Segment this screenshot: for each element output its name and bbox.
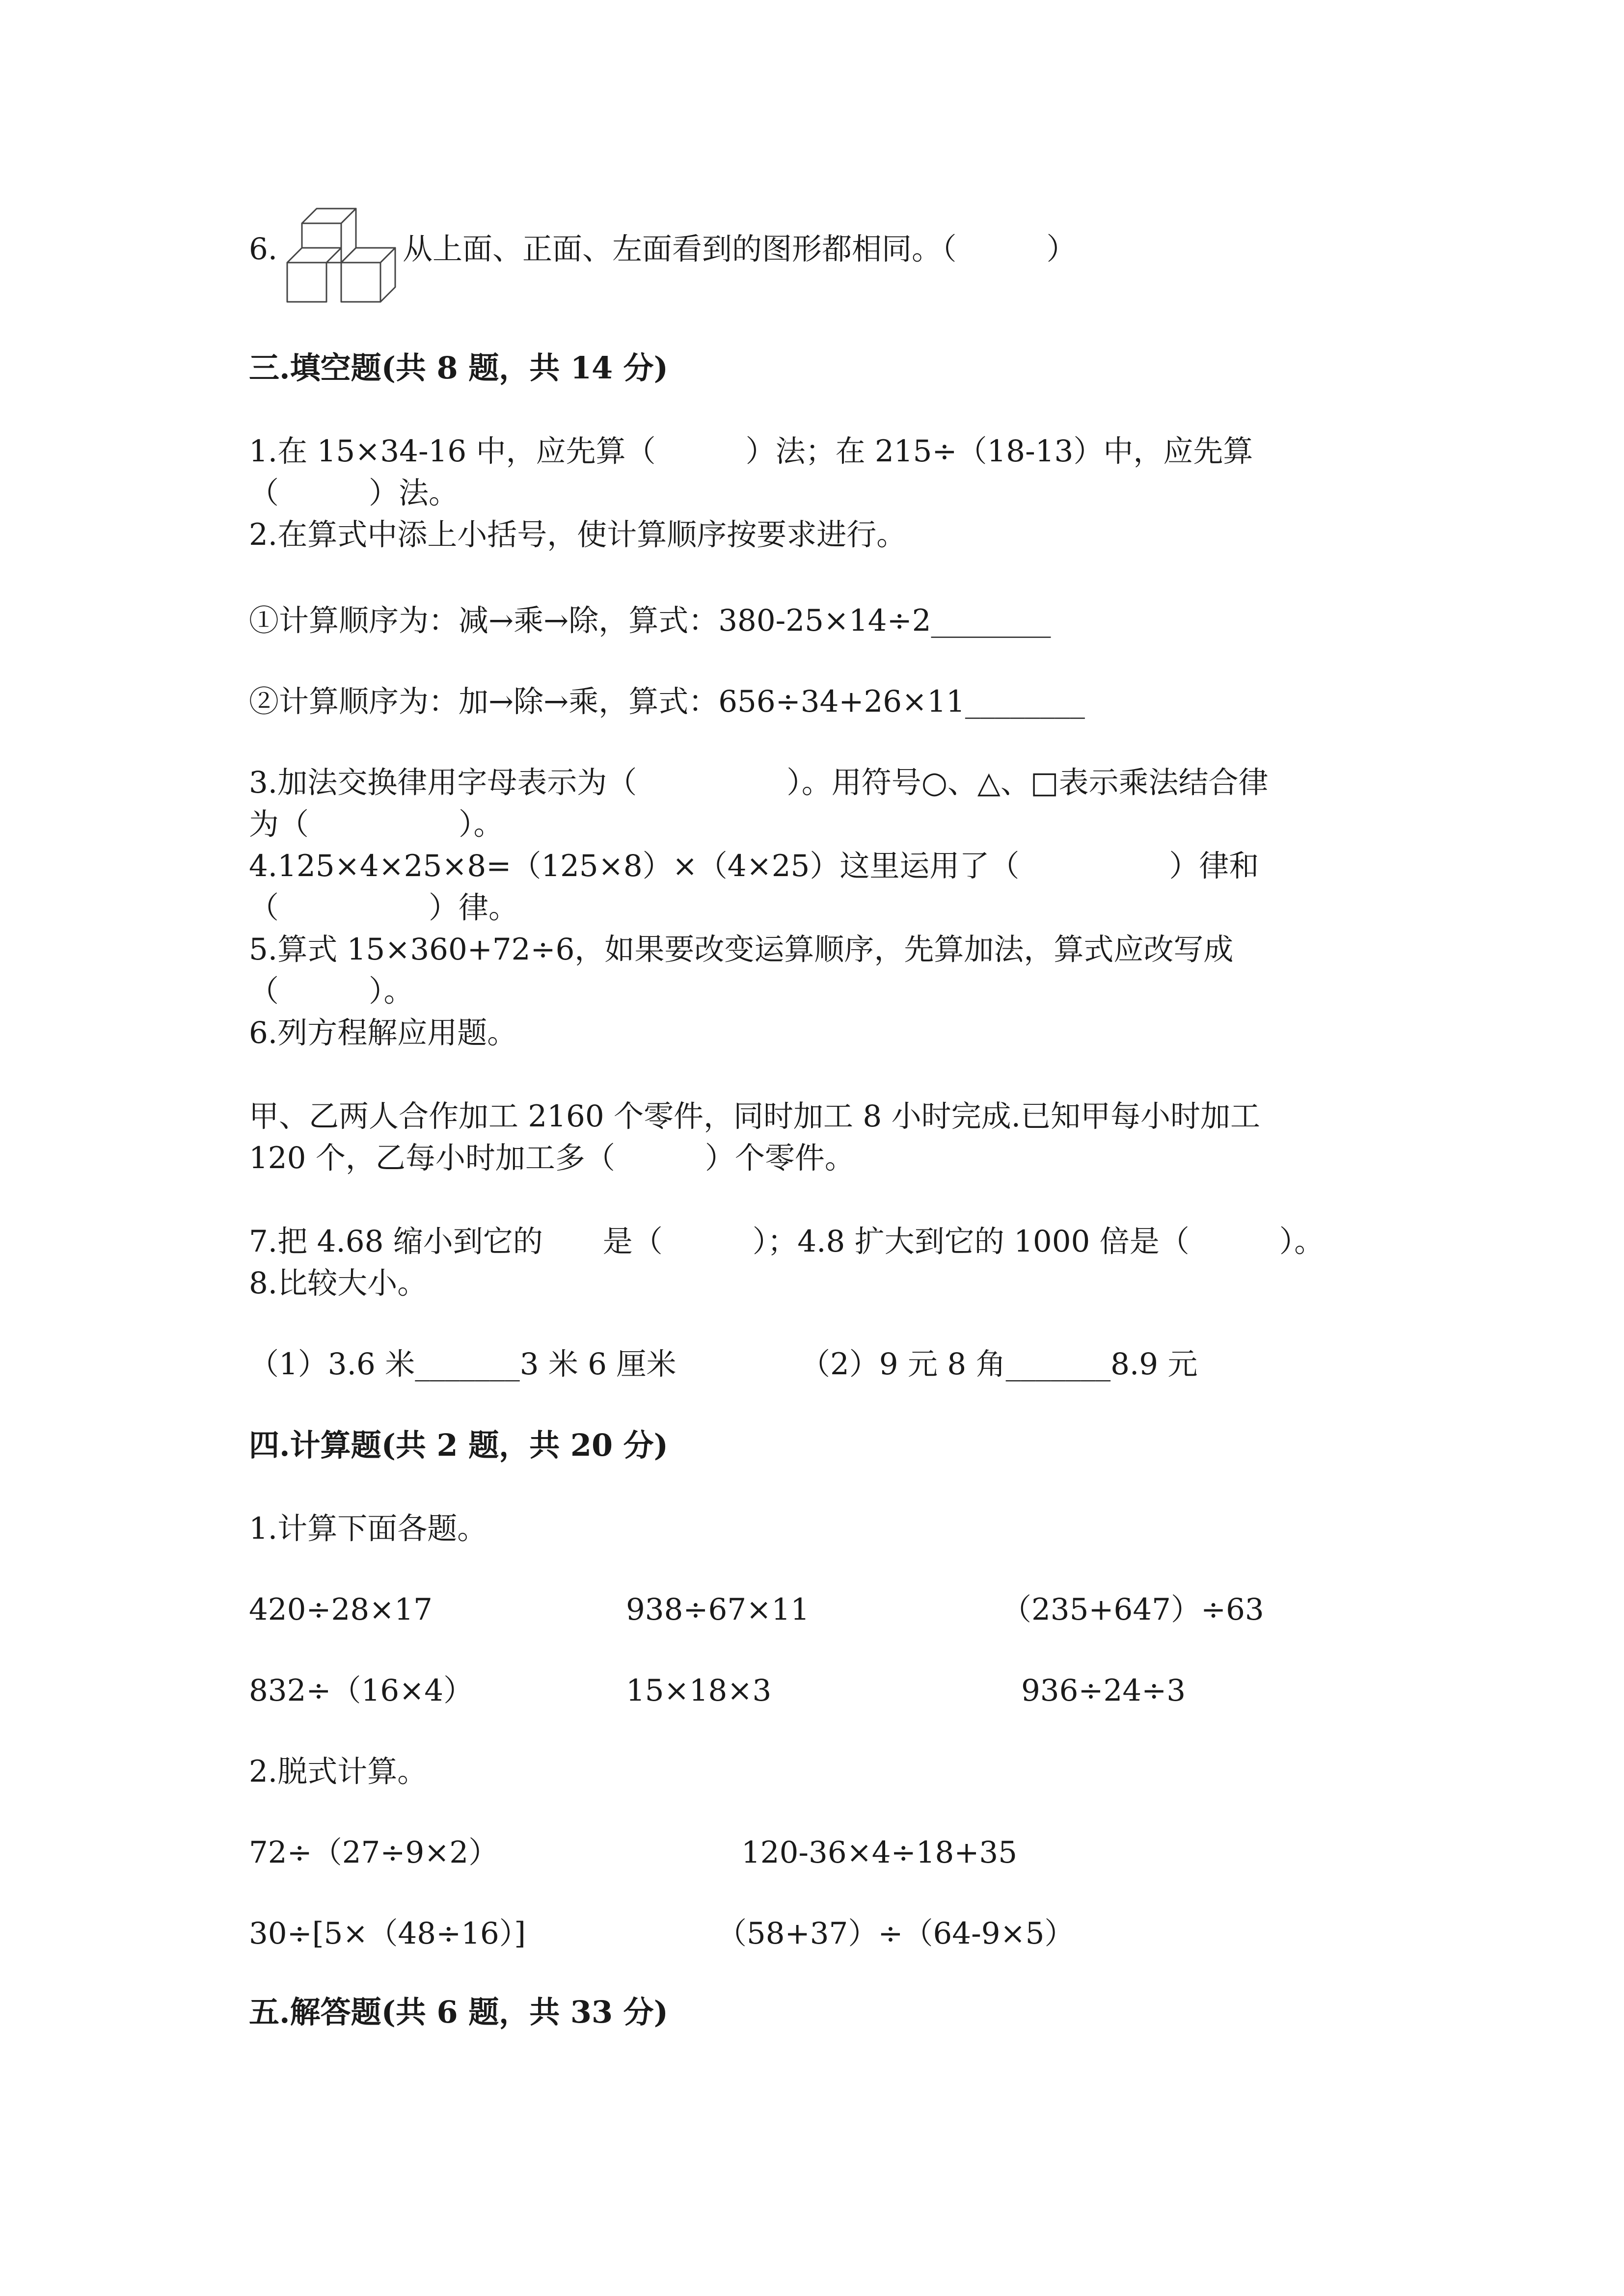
calc-item: 420÷28×17 <box>249 1592 433 1627</box>
s3-q8: 8.比较大小。 <box>249 1266 428 1301</box>
calc-item: 72÷（27÷9×2） <box>249 1835 499 1870</box>
section3-heading: 三.填空题(共 8 题，共 14 分) <box>249 350 669 386</box>
s4-q2: 2.脱式计算。 <box>249 1754 428 1789</box>
s3-q2: 2.在算式中添上小括号，使计算顺序按要求进行。 <box>249 517 907 552</box>
s3-q8-a: （1）3.6 米_______3 米 6 厘米 <box>249 1347 677 1382</box>
s4-q1: 1.计算下面各题。 <box>249 1511 487 1546</box>
s3-q6: 6.列方程解应用题。 <box>249 1015 517 1050</box>
s3-q2-a: ①计算顺序为：减→乘→除，算式：380-25×14÷2________ <box>249 603 1051 638</box>
section5-heading: 五.解答题(共 6 题，共 33 分) <box>249 1994 669 2030</box>
s3-q6-line2: 120 个，乙每小时加工多（ ）个零件。 <box>249 1141 855 1175</box>
calc-item: 30÷[5×（48÷16）] <box>249 1916 526 1951</box>
calc-item: 936÷24÷3 <box>1021 1673 1186 1708</box>
s3-q5-line1: 5.算式 15×360+72÷6，如果要改变运算顺序，先算加法，算式应改写成 <box>249 932 1234 967</box>
calc-item: 938÷67×11 <box>626 1592 810 1627</box>
s3-q8-b: （2）9 元 8 角_______8.9 元 <box>800 1347 1198 1382</box>
s3-q3-line1: 3.加法交换律用字母表示为（ ）。用符号○、△、□表示乘法结合律 <box>249 765 1269 800</box>
judge-q6-text: 从上面、正面、左面看到的图形都相同。（ ） <box>403 232 1077 267</box>
s3-q2-b: ②计算顺序为：加→除→乘，算式：656÷34+26×11________ <box>249 684 1085 719</box>
s3-q4-line2: （ ）律。 <box>249 890 519 925</box>
s3-q1-line2: （ ）法。 <box>249 476 459 510</box>
judge-q6-number: 6. <box>249 232 278 267</box>
calc-item: （235+647）÷63 <box>1001 1592 1264 1627</box>
s3-q1-line1: 1.在 15×34-16 中，应先算（ ）法；在 215÷（18-13）中，应先算 <box>249 434 1253 469</box>
s3-q4-line1: 4.125×4×25×8=（125×8）×（4×25）这里运用了（ ）律和 <box>249 849 1259 883</box>
s3-q7: 7.把 4.68 缩小到它的 是（ ）；4.8 扩大到它的 1000 倍是（ ）。 <box>249 1224 1325 1259</box>
calc-item: 15×18×3 <box>626 1673 772 1708</box>
calc-item: 120-36×4÷18+35 <box>741 1835 1018 1870</box>
s3-q3-line2: 为（ ）。 <box>249 807 504 842</box>
s3-q5-line2: （ ）。 <box>249 974 414 1009</box>
section4-heading: 四.计算题(共 2 题，共 20 分) <box>249 1427 669 1463</box>
s3-q6-line1: 甲、乙两人合作加工 2160 个零件，同时加工 8 小时完成.已知甲每小时加工 <box>249 1099 1261 1134</box>
calc-item: （58+37）÷（64-9×5） <box>717 1916 1075 1951</box>
calc-item: 832÷（16×4） <box>249 1673 474 1708</box>
cubes-figure <box>282 194 400 312</box>
